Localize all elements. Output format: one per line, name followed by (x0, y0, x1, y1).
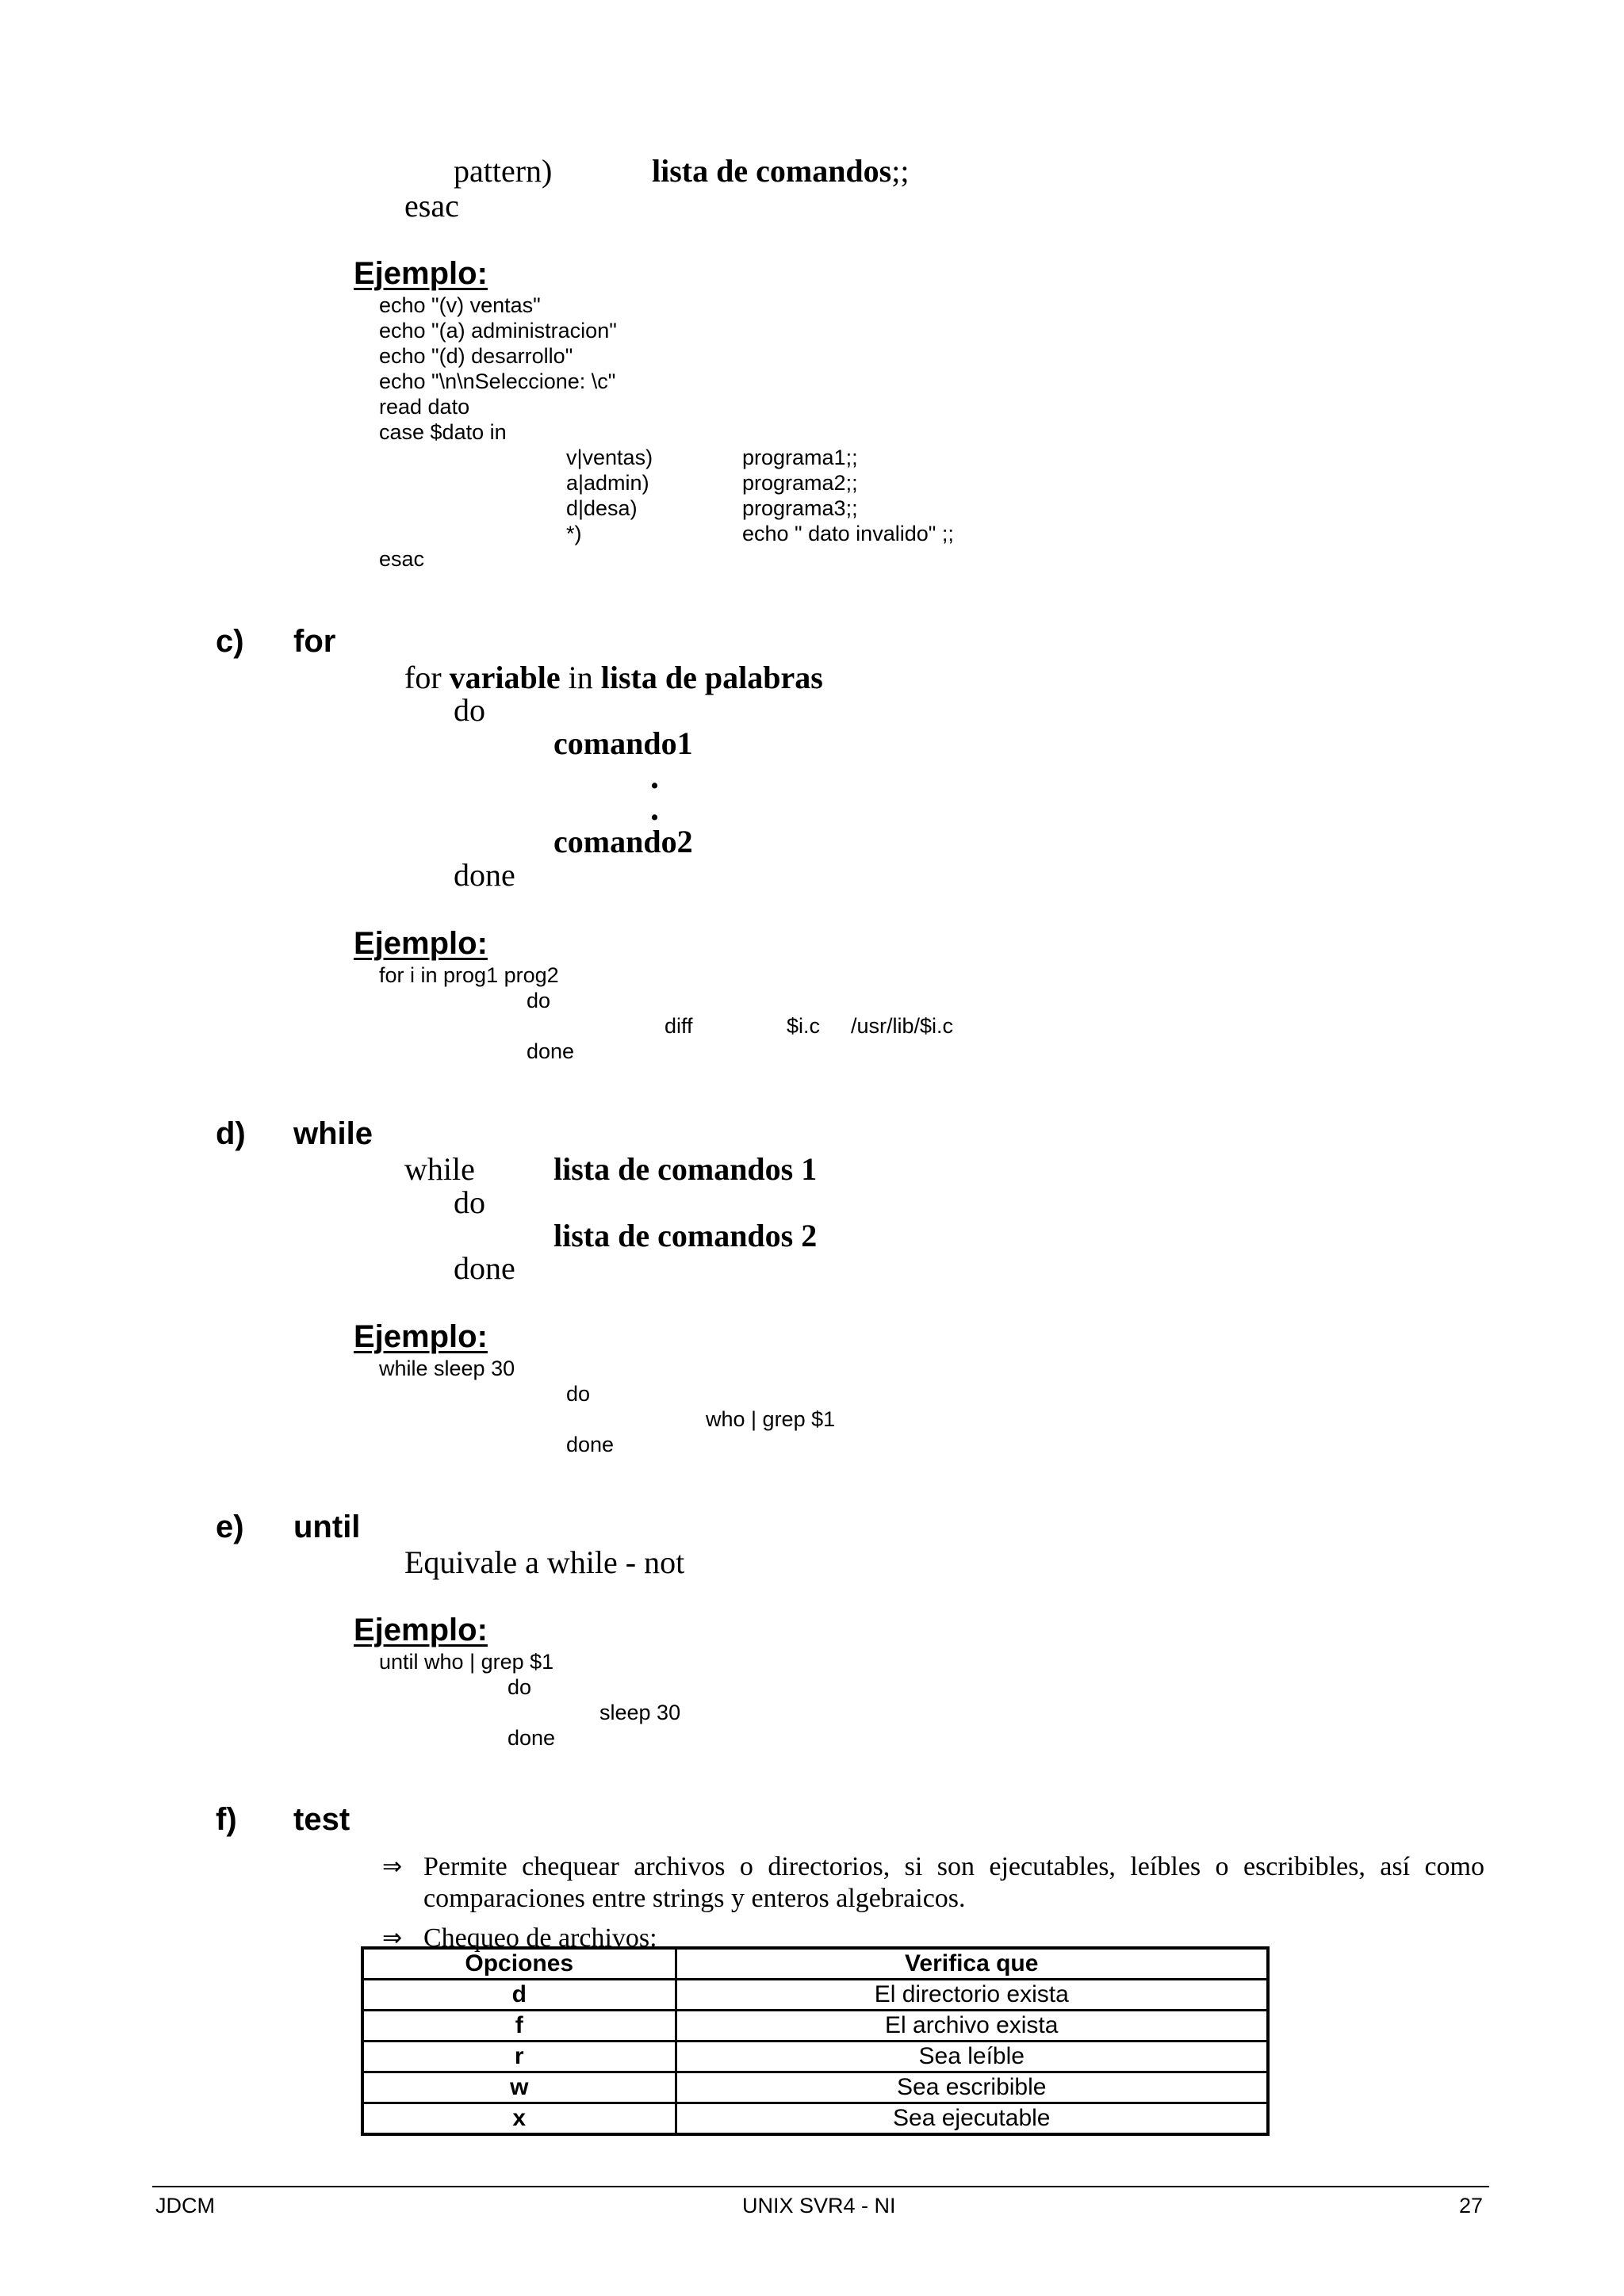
for-kw-in: in (568, 660, 593, 695)
table-cell-description: Sea ejecutable (676, 2103, 1268, 2135)
section-until-title: until (293, 1510, 361, 1544)
while-list-2: lista de comandos 2 (553, 1218, 818, 1253)
while-example-done: done (566, 1433, 615, 1456)
while-list-1: lista de comandos 1 (553, 1151, 818, 1187)
table-row (362, 2042, 1268, 2072)
table-row (362, 2103, 1268, 2135)
while-example-cmd: who | grep $1 (706, 1407, 836, 1431)
case-example-end: esac (379, 547, 425, 571)
case-branch-action-4: echo " dato invalido" ;; (742, 522, 954, 545)
for-kw-for: for (404, 660, 442, 695)
section-for-title: for (293, 624, 336, 659)
until-example-do: do (508, 1675, 532, 1699)
table-cell-description: Sea leíble (676, 2042, 1268, 2072)
for-kw-do: do (454, 692, 485, 728)
section-until-letter: e) (216, 1510, 244, 1544)
table-cell-description: Sea escribible (676, 2072, 1268, 2103)
file-test-options-table (361, 1946, 1270, 2136)
table-row (362, 2011, 1268, 2042)
case-branch-pattern-3: d|desa) (566, 496, 638, 520)
while-kw-done: done (454, 1250, 515, 1286)
until-description: Equivale a while - not (404, 1544, 685, 1580)
table-header-options: Opciones (362, 1948, 676, 1980)
while-example-label: Ejemplo: (354, 1319, 488, 1354)
for-cmd2: comando2 (553, 824, 693, 859)
for-cmd1: comando1 (553, 725, 693, 761)
case-command-list-text: lista de comandos (652, 153, 892, 189)
table-header-row (362, 1948, 1268, 1980)
for-example-label: Ejemplo: (354, 926, 488, 961)
case-example-line-4: echo "\n\nSeleccione: \c" (379, 369, 616, 393)
implies-arrow-icon: ⇒ (382, 1853, 403, 1881)
while-kw-while: while (404, 1151, 475, 1187)
table-cell-description: El archivo exista (676, 2011, 1268, 2042)
table-cell-option: w (362, 2072, 676, 2103)
implies-arrow-icon: ⇒ (382, 1924, 403, 1952)
case-branch-action-2: programa2;; (742, 471, 858, 495)
section-test-letter: f) (216, 1802, 237, 1837)
footer-title: UNIX SVR4 - NI (742, 2194, 896, 2218)
case-branch-pattern-4: *) (566, 522, 582, 545)
for-example-cmd: diff (665, 1014, 693, 1038)
case-example-line-5: read dato (379, 395, 470, 419)
for-dot-2: . (650, 789, 659, 828)
table-cell-option: d (362, 1980, 676, 2011)
while-example-line-1: while sleep 30 (379, 1357, 515, 1380)
until-example-done: done (508, 1726, 556, 1750)
section-test-title: test (293, 1802, 350, 1837)
table-row (362, 1980, 1268, 2011)
table-row (362, 2072, 1268, 2103)
table-cell-option: f (362, 2011, 676, 2042)
case-branch-action-3: programa3;; (742, 496, 858, 520)
for-example-arg1: $i.c (787, 1014, 821, 1038)
case-example-line-2: echo "(a) administracion" (379, 319, 617, 342)
case-terminator: ;; (891, 153, 910, 189)
section-while-title: while (293, 1116, 373, 1151)
section-for-letter: c) (216, 624, 244, 659)
table-header-verifies: Verifica que (676, 1948, 1268, 1980)
for-syntax-line (404, 662, 823, 694)
table-cell-option: x (362, 2103, 676, 2135)
case-branch-pattern-1: v|ventas) (566, 446, 653, 469)
case-example-label: Ejemplo: (354, 256, 488, 291)
footer-page-number: 27 (1459, 2194, 1484, 2218)
case-esac: esac (404, 188, 459, 224)
test-bullet-1: Permite chequear archivos o directorios, si son ejecutables, leíbles o escribibles, así como comparaciones entre strings y enteros algebraicos. (423, 1852, 1484, 1913)
case-example-line-1: echo "(v) ventas" (379, 293, 541, 317)
for-example-do: do (527, 989, 551, 1012)
case-branch-action-1: programa1;; (742, 446, 858, 469)
footer-divider (152, 2186, 1489, 2187)
test-bullet-2: Chequeo de archivos: (423, 1923, 657, 1953)
until-example-cmd: sleep 30 (599, 1701, 681, 1724)
table-cell-option: r (362, 2042, 676, 2072)
for-variable: variable (449, 660, 561, 695)
for-kw-done: done (454, 857, 515, 893)
while-kw-do: do (454, 1184, 485, 1220)
case-pattern-line: pattern) (454, 153, 553, 189)
case-example-line-6: case $dato in (379, 420, 507, 444)
for-example-arg2: /usr/lib/$i.c (851, 1014, 954, 1038)
while-example-do: do (566, 1382, 591, 1406)
case-example-line-3: echo "(d) desarrollo" (379, 344, 573, 368)
until-example-line-1: until who | grep $1 (379, 1650, 554, 1674)
for-word-list: lista de palabras (600, 660, 823, 695)
section-while-letter: d) (216, 1116, 246, 1151)
table-cell-description: El directorio exista (676, 1980, 1268, 2011)
case-command-list (652, 155, 909, 187)
footer-author: JDCM (155, 2194, 215, 2218)
case-branch-pattern-2: a|admin) (566, 471, 649, 495)
for-example-done: done (527, 1039, 575, 1063)
until-example-label: Ejemplo: (354, 1613, 488, 1647)
for-example-line-1: for i in prog1 prog2 (379, 963, 559, 987)
for-dot-1: . (650, 757, 659, 796)
